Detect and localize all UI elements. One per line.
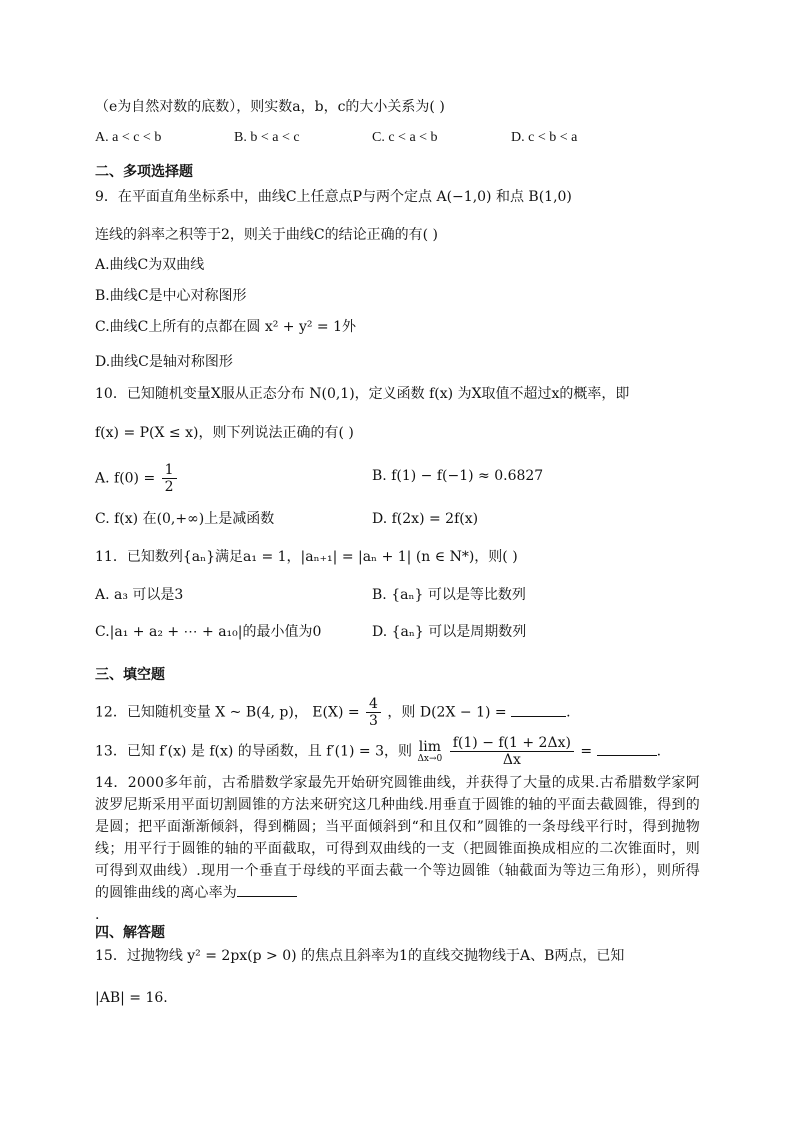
q12-answer-blank[interactable] — [511, 702, 566, 717]
q9-line1: 9．在平面直角坐标系中，曲线C上任意点P与两个定点 A(−1,0) 和点 B(1,0) — [95, 189, 572, 205]
q12-suffix: ，则 D(2X − 1) = — [387, 704, 507, 721]
q11-option-a: A. a₃ 可以是3 — [95, 587, 184, 603]
section-heading-4: 四、解答题 — [95, 925, 165, 941]
q11-option-b: B. {aₙ} 可以是等比数列 — [372, 587, 526, 603]
q12-end: . — [566, 704, 571, 721]
q8-option-b: B. b < a < c — [234, 130, 300, 145]
q9-option-a: A.曲线C为双曲线 — [95, 257, 205, 273]
q10-option-a-numerator: 1 — [162, 462, 177, 479]
q8-option-c: C. c < a < b — [372, 130, 438, 145]
q10-option-a-denominator: 2 — [164, 479, 174, 495]
q13-end: . — [656, 743, 662, 760]
q13-lim-subscript: Δx→0 — [417, 753, 443, 764]
q11-line: 11．已知数列{aₙ}满足a₁ = 1，|aₙ₊₁| = |aₙ + 1| (n ∈ N*)，则( ) — [95, 549, 518, 565]
q10-option-c: C. f(x) 在(0,+∞)上是减函数 — [95, 511, 275, 527]
q10-option-d: D. f(2x) = 2f(x) — [372, 511, 479, 527]
q10-option-a-prefix: A. f(0) = — [95, 470, 156, 487]
q11-option-c: C.|a₁ + a₂ + ⋯ + a₁₀|的最小值为0 — [95, 624, 322, 640]
q10-line2: f(x) = P(X ≤ x)，则下列说法正确的有( ) — [95, 425, 354, 441]
q14-paragraph — [95, 772, 700, 926]
q10-option-b: B. f(1) − f(−1) ≈ 0.6827 — [372, 468, 544, 484]
q9-option-b: B.曲线C是中心对称图形 — [95, 288, 247, 304]
q14-answer-blank[interactable] — [237, 882, 297, 897]
q9-line2: 连线的斜率之积等于2，则关于曲线C的结论正确的有( ) — [95, 227, 438, 243]
q14-text: 14．2000多年前，古希腊数学家最先开始研究圆锥曲线，并获得了大量的成果.古希腊数学家阿波罗尼斯采用平面切割圆锥的方法来研究这几种曲线.用垂直于圆锥的轴的平面去截圆锥，得到的是圆；把平面渐渐倾斜，得到椭圆；当平面倾斜到“和且仅和”圆锥的一条母线平行时，得到抛物线；用平行于圆锥的轴的平面截取，可得到双曲线的一支（把圆锥面换成相应的二次锥面时，则可得到双曲线）.现用一个垂直于母线的平面去截一个等边圆锥（轴截面为等边三角形），则所得的圆锥曲线的离心率为 — [95, 775, 700, 901]
q13-denominator: Δx — [502, 752, 521, 768]
q13-prefix: 13．已知 f′(x) 是 f(x) 的导函数，且 f′(1) = 3，则 — [95, 743, 412, 760]
q15-line2: |AB| = 16. — [95, 990, 168, 1006]
q8-option-a: A. a < c < b — [95, 130, 162, 145]
q10-option-a-fraction — [162, 462, 177, 495]
q10-line1: 10．已知随机变量X服从正态分布 N(0,1)，定义函数 f(x) 为X取值不超过x的概率，即 — [95, 386, 630, 402]
q11-option-d: D. {aₙ} 可以是周期数列 — [372, 624, 527, 640]
section-heading-3: 三、填空题 — [95, 667, 165, 683]
q13-line — [95, 735, 661, 768]
q14-end: . — [95, 907, 100, 923]
q13-answer-blank[interactable] — [597, 741, 657, 756]
q10-option-a — [95, 462, 179, 495]
q9-option-d: D.曲线C是轴对称图形 — [95, 354, 233, 370]
q8-option-d: D. c < b < a — [511, 130, 578, 145]
q12-prefix: 12．已知随机变量 X ~ B(4, p)， — [95, 704, 308, 721]
q12-line — [95, 696, 571, 729]
q15-line1: 15．过抛物线 y² = 2px(p > 0) 的焦点且斜率为1的直线交抛物线于A、B两点，已知 — [95, 948, 625, 964]
q9-option-c: C.曲线C上所有的点都在圆 x² + y² = 1外 — [95, 319, 357, 335]
q13-lim-word: lim — [418, 738, 441, 755]
section-heading-2: 二、多项选择题 — [95, 164, 193, 180]
q12-numerator: 4 — [366, 696, 381, 713]
q13-limit — [417, 740, 442, 764]
q12-expectation: E(X) = — [312, 704, 360, 721]
q12-denominator: 3 — [369, 713, 378, 729]
q8-tail: （e为自然对数的底数），则实数a，b，c的大小关系为( ) — [95, 99, 445, 115]
q13-fraction — [450, 735, 574, 768]
q12-fraction — [366, 696, 381, 729]
q13-numerator: f(1) − f(1 + 2Δx) — [450, 735, 574, 752]
q13-equals: = — [580, 743, 593, 760]
